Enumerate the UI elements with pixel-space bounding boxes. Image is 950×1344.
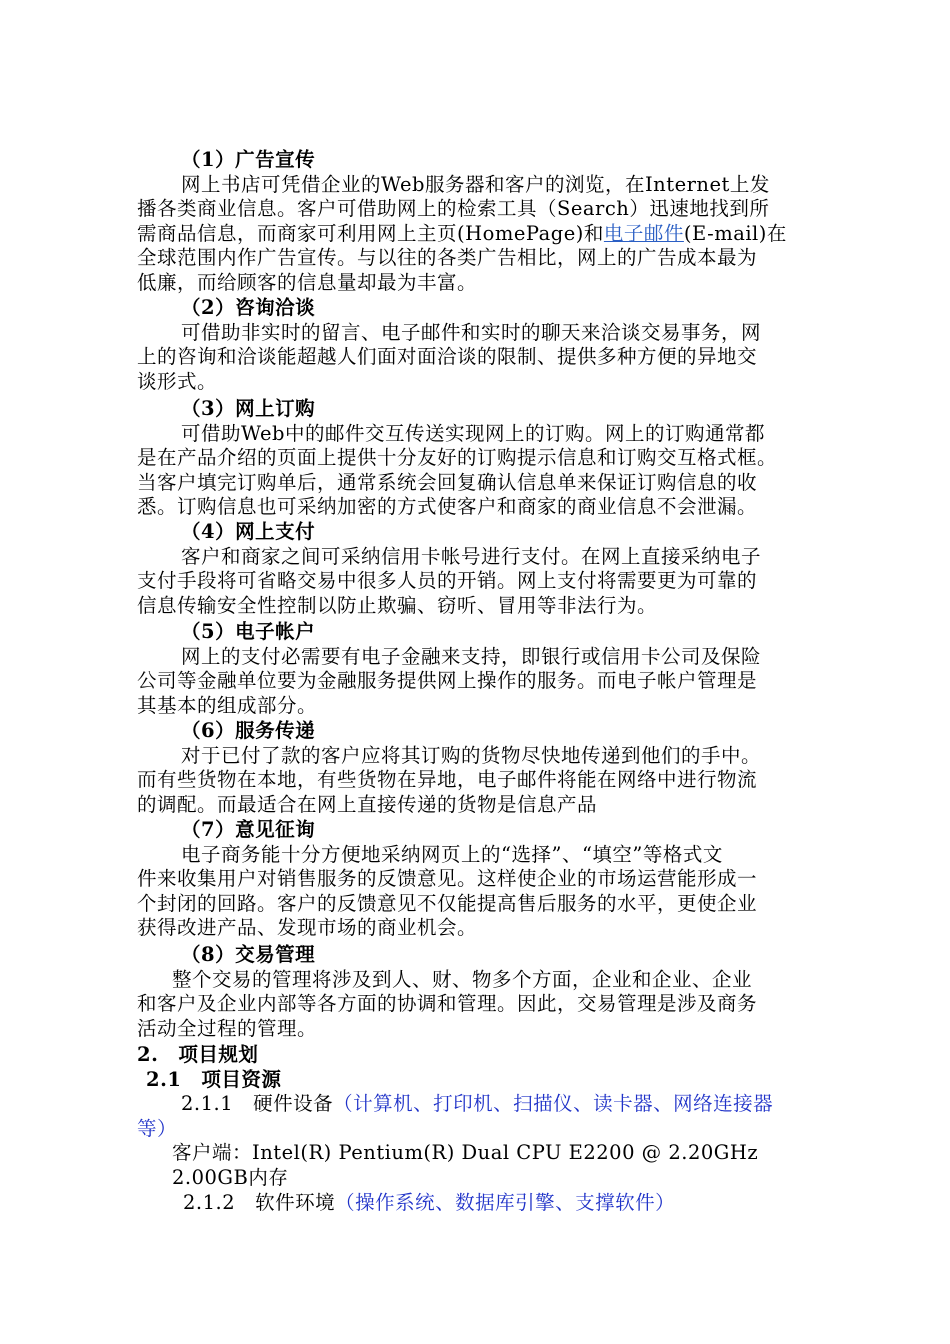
section-online-payment — [137, 520, 857, 618]
paragraph-line: 支付手段将可省略交易中很多人员的开销。网上支付将需要更为可靠的 — [137, 569, 758, 593]
paragraph-line: 可借助非实时的留言、电子邮件和实时的聊天来洽谈交易事务，网 — [181, 320, 762, 344]
paragraph-text: (E-mail)在 — [683, 221, 787, 245]
paragraph-line: 的调配。而最适合在网上直接传递的货物是信息产品 — [137, 792, 598, 816]
paragraph-line: 网上书店可凭借企业的Web服务器和客户的浏览，在Internet上发 — [181, 172, 770, 196]
paragraph-line: 悉。订购信息也可采纳加密的方式使客户和商家的商业信息不会泄漏。 — [137, 495, 758, 519]
paragraph-line: 上的咨询和洽谈能超越人们面对面洽谈的限制、提供多种方便的异地交 — [137, 345, 758, 369]
section-heading: （5）电子帐户 — [181, 620, 316, 643]
paragraph-line: 网上的支付必需要有电子金融来支持，即银行或信用卡公司及保险 — [181, 644, 762, 668]
software-line — [137, 1191, 857, 1216]
paragraph-line: 全球范围内作广告宣传。与以往的各类广告相比，网上的广告成本最为 — [137, 246, 758, 270]
hardware-heading: 2.1.1 硬件设备 — [181, 1092, 334, 1116]
paragraph-line: 对于已付了款的客户应将其订购的货物尽快地传递到他们的手中。 — [181, 743, 762, 767]
client-spec: 客户端：Intel(R) Pentium(R) Dual CPU E2200 @ 2.20GHz — [172, 1141, 759, 1165]
section-electronic-account — [137, 620, 857, 718]
paragraph-line: 谈形式。 — [137, 369, 218, 393]
paragraph-line: 件来收集用户对销售服务的反馈意见。这样使企业的市场运营能形成一 — [137, 867, 758, 891]
paragraph-line: 播各类商业信息。客户可借助网上的检索工具（Search）迅速地找到所 — [137, 197, 770, 221]
hardware-note: （计算机、打印机、扫描仪、读卡器、网络连接器 — [333, 1092, 774, 1116]
section-consulting — [137, 296, 857, 394]
section-feedback — [137, 818, 857, 941]
heading-project-plan: 2. 项目规划 — [137, 1043, 259, 1066]
paragraph-line: 可借助Web中的邮件交互传送实现网上的订购。网上的订购通常都 — [181, 421, 765, 445]
paragraph-line: 其基本的组成部分。 — [137, 693, 318, 717]
paragraph-line — [137, 222, 857, 247]
project-plan — [137, 1043, 857, 1215]
hardware-note-cont: 等） — [137, 1116, 178, 1140]
section-heading: （7）意见征询 — [181, 818, 316, 841]
paragraph-text: 需商品信息，而商家可利用网上主页(HomePage)和 — [137, 221, 604, 245]
section-heading: （2）咨询洽谈 — [181, 296, 316, 319]
section-transaction-management — [137, 943, 857, 1041]
software-note: （操作系统、数据库引擎、支撑软件） — [335, 1190, 676, 1214]
client-memory: 2.00GB内存 — [172, 1165, 289, 1189]
software-heading: 2.1.2 软件环境 — [183, 1190, 336, 1214]
section-heading: （4）网上支付 — [181, 520, 316, 543]
section-heading: （6）服务传递 — [181, 719, 316, 742]
paragraph-line: 低廉，而给顾客的信息量却最为丰富。 — [137, 270, 478, 294]
paragraph-line: 当客户填完订购单后，通常系统会回复确认信息单来保证订购信息的收 — [137, 470, 758, 494]
paragraph-line: 整个交易的管理将涉及到人、财、物多个方面，企业和企业、企业 — [172, 967, 753, 991]
paragraph-line: 信息传输安全性控制以防止欺骗、窃听、冒用等非法行为。 — [137, 593, 658, 617]
section-heading: （1）广告宣传 — [181, 148, 316, 171]
paragraph-line: 而有些货物在本地，有些货物在异地，电子邮件将能在网络中进行物流 — [137, 768, 758, 792]
paragraph-line: 和客户及企业内部等各方面的协调和管理。因此，交易管理是涉及商务 — [137, 992, 758, 1016]
hardware-line — [137, 1092, 857, 1117]
paragraph-line: 获得改进产品、发现市场的商业机会。 — [137, 916, 478, 940]
paragraph-line: 活动全过程的管理。 — [137, 1016, 318, 1040]
section-online-order — [137, 397, 857, 520]
email-link[interactable]: 电子邮件 — [603, 221, 684, 245]
section-delivery — [137, 719, 857, 817]
heading-project-resources: 2.1 项目资源 — [146, 1067, 282, 1091]
paragraph-line: 客户和商家之间可采纳信用卡帐号进行支付。在网上直接采纳电子 — [181, 544, 762, 568]
section-advertising — [137, 148, 857, 296]
section-heading: （8）交易管理 — [181, 943, 316, 966]
section-heading: （3）网上订购 — [181, 397, 316, 420]
paragraph-line: 是在产品介绍的页面上提供十分友好的订购提示信息和订购交互格式框。 — [137, 446, 778, 470]
paragraph-line: 个封闭的回路。客户的反馈意见不仅能提高售后服务的水平，更使企业 — [137, 891, 758, 915]
paragraph-line: 电子商务能十分方便地采纳网页上的“选择”、“填空”等格式文 — [181, 842, 723, 866]
paragraph-line: 公司等金融单位要为金融服务提供网上操作的服务。而电子帐户管理是 — [137, 669, 758, 693]
